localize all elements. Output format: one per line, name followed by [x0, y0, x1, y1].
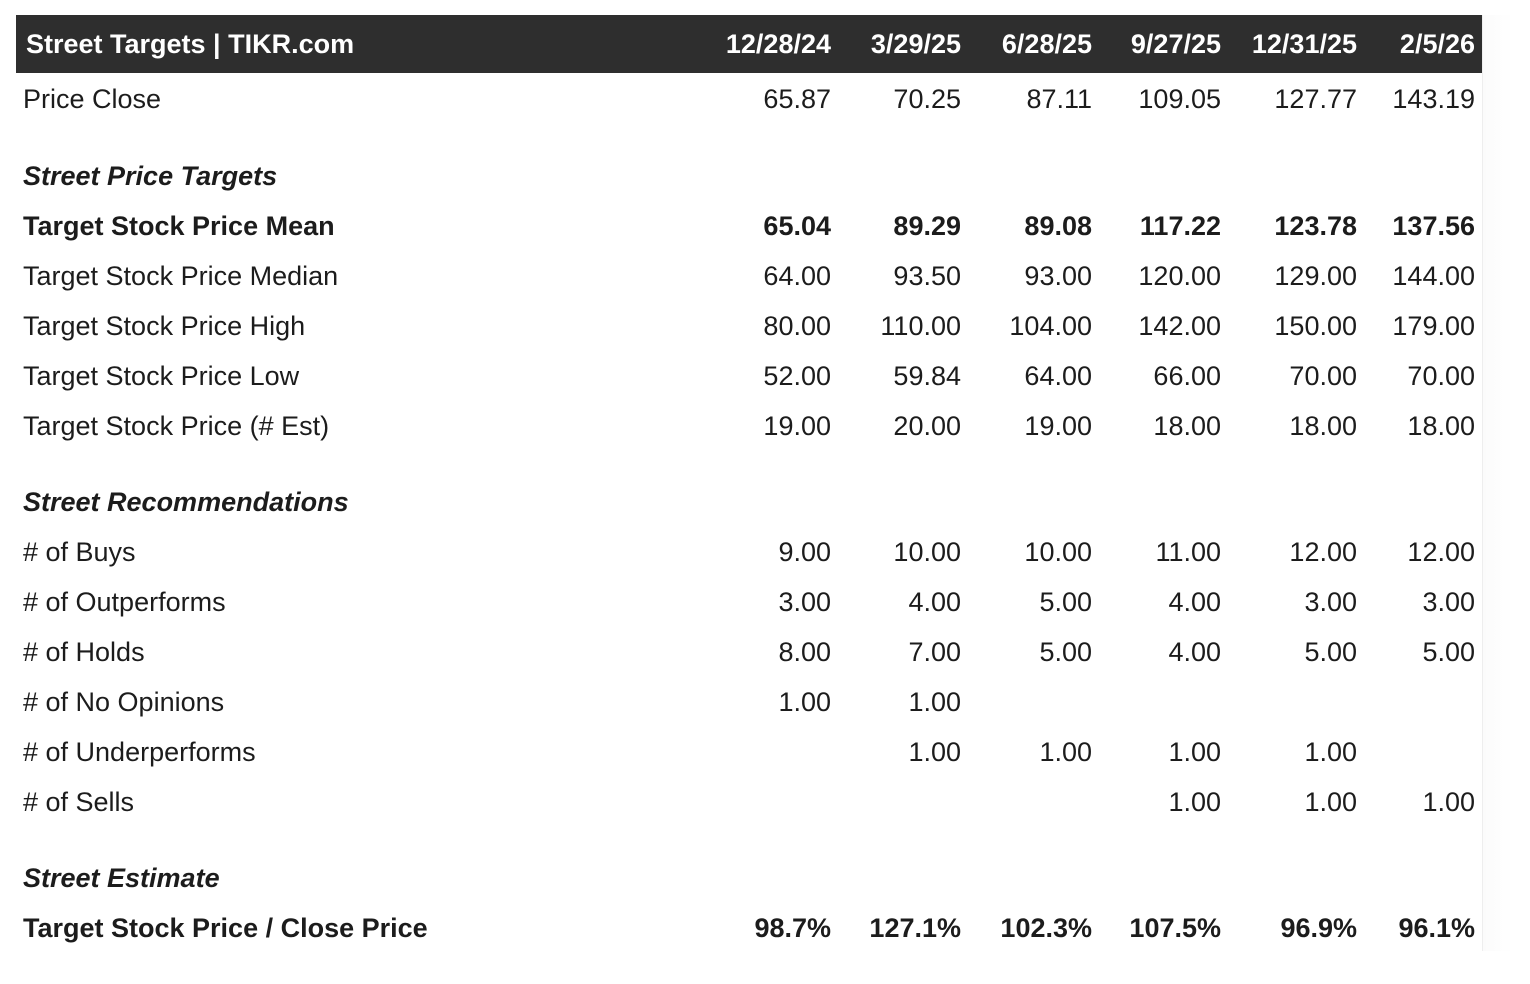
row-outperforms — [16, 577, 1482, 627]
table-cell: 70.00 — [1407, 360, 1475, 391]
table-cell: 64.00 — [1024, 360, 1092, 391]
table-title: Street Targets | TIKR.com — [26, 28, 355, 59]
row-label: Target Stock Price (# Est) — [23, 410, 330, 441]
table-cell: 10.00 — [1024, 536, 1092, 567]
table-cell: 3.00 — [778, 586, 831, 617]
table-cell: 1.00 — [908, 736, 961, 767]
table-cell: 179.00 — [1392, 310, 1475, 341]
table-cell: 142.00 — [1138, 310, 1221, 341]
column-header-date: 3/29/25 — [870, 28, 961, 59]
row-target-median — [16, 251, 1482, 301]
table-cell: 1.00 — [1039, 736, 1092, 767]
table-cell: 96.9% — [1280, 912, 1357, 943]
table-cell: 1.00 — [1168, 736, 1221, 767]
row-no-opinions — [16, 677, 1482, 727]
row-label: Target Stock Price Median — [23, 260, 339, 291]
table-cell — [1364, 677, 1482, 727]
table-cell: 129.00 — [1274, 260, 1357, 291]
table-cell: 150.00 — [1274, 310, 1357, 341]
table-cell: 4.00 — [908, 586, 961, 617]
row-buys — [16, 527, 1482, 577]
table-cell — [1228, 677, 1364, 727]
table-cell: 19.00 — [1024, 410, 1092, 441]
row-label: # of Buys — [23, 536, 136, 567]
table-cell: 1.00 — [1304, 786, 1357, 817]
table-cell: 10.00 — [893, 536, 961, 567]
table-cell: 5.00 — [1422, 636, 1475, 667]
table-cell — [968, 677, 1099, 727]
table-cell: 19.00 — [763, 410, 831, 441]
spacer-row — [16, 451, 1482, 477]
table-cell: 89.08 — [1024, 210, 1092, 241]
section-header-recommendations — [16, 477, 1482, 527]
row-target-mean — [16, 201, 1482, 251]
table-cell: 120.00 — [1138, 260, 1221, 291]
table-cell: 102.3% — [1000, 912, 1092, 943]
table-cell — [702, 727, 838, 777]
table-cell: 5.00 — [1039, 586, 1092, 617]
table-cell: 1.00 — [1422, 786, 1475, 817]
table-cell: 12.00 — [1407, 536, 1475, 567]
row-sells — [16, 777, 1482, 827]
column-header-date: 12/31/25 — [1251, 28, 1357, 59]
section-title: Street Price Targets — [23, 160, 278, 191]
table-cell: 4.00 — [1168, 636, 1221, 667]
table-cell: 93.00 — [1024, 260, 1092, 291]
table-cell: 127.1% — [869, 912, 961, 943]
street-targets-table — [16, 15, 1482, 953]
spacer-row — [16, 827, 1482, 853]
table-cell: 104.00 — [1009, 310, 1092, 341]
table-cell: 70.00 — [1289, 360, 1357, 391]
table-cell: 98.7% — [754, 912, 831, 943]
table-cell: 12.00 — [1289, 536, 1357, 567]
table-cell: 110.00 — [880, 310, 961, 341]
row-label: # of Underperforms — [23, 736, 256, 767]
table-cell: 89.29 — [893, 210, 961, 241]
table-cell: 1.00 — [778, 686, 831, 717]
table-cell: 117.22 — [1139, 210, 1221, 241]
table-cell: 11.00 — [1155, 536, 1221, 567]
table-cell: 18.00 — [1407, 410, 1475, 441]
row-label: # of Holds — [23, 636, 145, 667]
table-cell: 3.00 — [1304, 586, 1357, 617]
table-cell: 5.00 — [1039, 636, 1092, 667]
table-cell: 1.00 — [1304, 736, 1357, 767]
table-cell: 64.00 — [763, 260, 831, 291]
row-label: Target Stock Price High — [23, 310, 306, 341]
table-cell: 143.19 — [1392, 83, 1475, 114]
row-label: # of Outperforms — [23, 586, 226, 617]
table-cell: 87.11 — [1026, 83, 1092, 114]
row-label: Target Stock Price Low — [23, 360, 300, 391]
table-cell: 52.00 — [763, 360, 831, 391]
row-label: Target Stock Price / Close Price — [23, 912, 428, 943]
table-cell — [968, 777, 1099, 827]
row-target-high — [16, 301, 1482, 351]
right-scroll-gutter — [1482, 15, 1513, 951]
table-cell: 1.00 — [908, 686, 961, 717]
row-underperforms — [16, 727, 1482, 777]
table-cell: 18.00 — [1153, 410, 1221, 441]
row-target-est-count — [16, 401, 1482, 451]
row-label: # of Sells — [23, 786, 135, 817]
table-cell: 107.5% — [1129, 912, 1221, 943]
spacer-row — [16, 125, 1482, 151]
table-cell: 65.87 — [763, 83, 831, 114]
row-label: # of No Opinions — [23, 686, 225, 717]
section-header-estimate — [16, 853, 1482, 903]
table-cell: 80.00 — [763, 310, 831, 341]
table-cell: 4.00 — [1168, 586, 1221, 617]
table-cell: 123.78 — [1274, 210, 1357, 241]
table-cell: 8.00 — [778, 636, 831, 667]
table-cell: 70.25 — [893, 83, 961, 114]
table-cell: 5.00 — [1304, 636, 1357, 667]
table-cell: 59.84 — [893, 360, 961, 391]
street-targets-table-container — [16, 15, 1482, 953]
table-cell: 1.00 — [1168, 786, 1221, 817]
table-cell — [838, 777, 968, 827]
table-cell: 7.00 — [908, 636, 961, 667]
table-cell: 20.00 — [893, 410, 961, 441]
table-cell: 9.00 — [778, 536, 831, 567]
table-cell: 3.00 — [1422, 586, 1475, 617]
column-header-date: 12/28/24 — [725, 28, 831, 59]
table-cell: 66.00 — [1153, 360, 1221, 391]
row-target-close-ratio — [16, 903, 1482, 953]
table-cell: 144.00 — [1392, 260, 1475, 291]
row-price-close — [16, 73, 1482, 125]
table-cell: 93.50 — [893, 260, 961, 291]
column-header-date: 2/5/26 — [1399, 28, 1475, 59]
table-cell: 65.04 — [763, 210, 831, 241]
table-cell: 96.1% — [1398, 912, 1475, 943]
section-title: Street Estimate — [23, 862, 220, 893]
row-holds — [16, 627, 1482, 677]
row-label: Price Close — [23, 83, 162, 114]
column-header-date: 6/28/25 — [1001, 28, 1092, 59]
section-header-price-targets — [16, 151, 1482, 201]
table-cell — [702, 777, 838, 827]
table-cell: 18.00 — [1289, 410, 1357, 441]
table-cell — [1099, 677, 1228, 727]
table-cell: 137.56 — [1392, 210, 1475, 241]
row-target-low — [16, 351, 1482, 401]
section-title: Street Recommendations — [23, 486, 349, 517]
table-cell — [1364, 727, 1482, 777]
table-cell: 109.05 — [1138, 83, 1221, 114]
table-cell: 127.77 — [1274, 83, 1357, 114]
row-label: Target Stock Price Mean — [23, 210, 335, 241]
column-header-date: 9/27/25 — [1130, 28, 1221, 59]
table-header-row — [16, 15, 1482, 73]
